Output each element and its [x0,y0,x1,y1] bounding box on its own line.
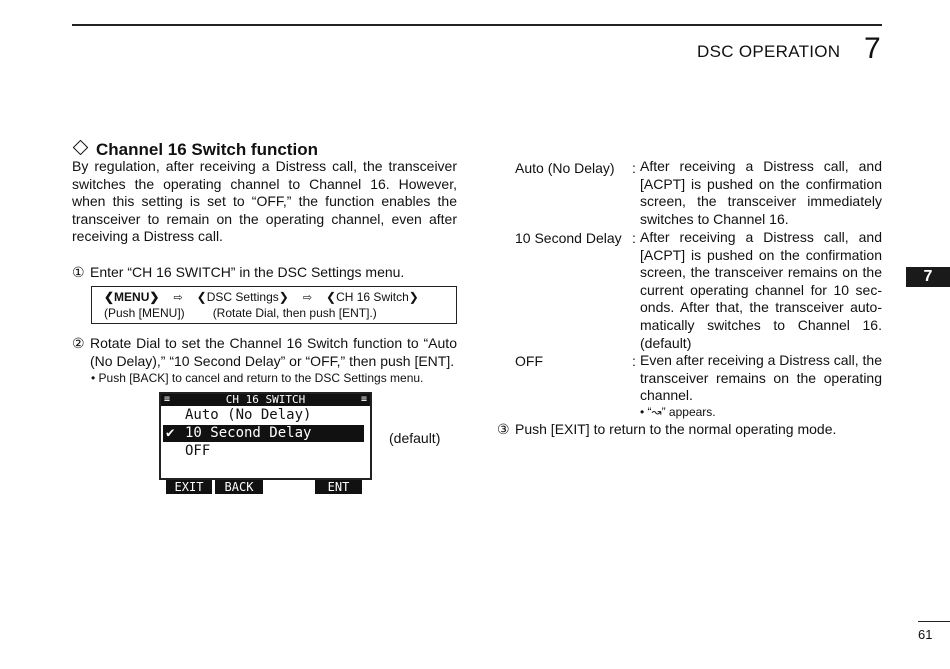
menu-key: ❮MENU❯ [104,290,160,304]
option-label-10-second-delay: 10 Second Delay [515,230,622,246]
option-desc-off: Even after receiving a Distress call, the transceiver remains on the operating channel. [640,352,882,404]
chapter-number: 7 [864,32,881,65]
step-3 [497,421,836,439]
dsc-settings-item: ❮DSC Settings❯ [196,290,289,304]
key-sequence-row [104,290,419,304]
lcd-option-auto[interactable]: Auto (No Delay) [185,407,312,423]
rotate-hint: (Rotate Dial, then push [ENT].) [212,306,377,320]
push-menu-hint: (Push [MENU]) [104,306,185,320]
ch16-switch-item: ❮CH 16 Switch❯ [326,290,419,304]
step-2-bullet: • Push [BACK] to cancel and return to the DSC Settings menu. [91,371,424,385]
menu-lines-icon: ≡ [360,394,367,405]
step-1 [72,264,404,282]
key-sequence-box [91,286,457,324]
step-2 [72,335,457,370]
key-sequence-hint-row [104,306,377,320]
exit-softkey[interactable]: EXIT [166,480,212,494]
section-title [72,140,318,160]
option-label-off: OFF [515,353,543,369]
step-2-number: ② [72,335,85,351]
ent-softkey[interactable]: ENT [315,480,362,494]
option-label-auto: Auto (No Delay) [515,160,615,176]
diamond-icon [73,140,89,156]
back-softkey[interactable]: BACK [215,480,263,494]
option-colon: : [632,353,636,369]
checkmark-icon: ✔ [166,425,175,441]
header-rule [72,24,882,26]
arrow-right-icon: ⇨ [302,292,313,304]
arrow-right-icon: ⇨ [173,292,183,304]
lcd-title: CH 16 SWITCH [225,393,306,406]
step-2-line2: (No Delay),” “10 Second Delay” or “OFF,” then push [ENT]. [90,352,455,369]
option-note-off: • “↝” appears. [640,405,716,419]
chapter-side-tab: 7 [906,267,950,287]
step-1-number: ① [72,264,85,280]
option-desc-10-second-delay: After receiving a Distress call, and [ACPT] is pushed on the confirmation screen, the transceiver remains on the current operating channel for 10 seconds. After that, the transceiver automatically switches to Channel 16. (default) [640,229,882,351]
step-3-number: ③ [497,421,510,437]
section-title-text: Channel 16 Switch function [96,140,318,159]
intro-paragraph: By regulation, after receiving a Distress call, the transceiver switches the operating channel to Channel 16. However, when this setting is set to “OFF,” the function enables the transceiver to remain on the operating channel, even after receiving a Distress call. [72,158,457,245]
option-colon: : [632,230,636,246]
page-number: 61 [918,627,933,642]
default-label: (default) [389,430,441,446]
menu-lines-icon: ≡ [164,394,171,405]
step-3-text: Push [EXIT] to return to the normal operating mode. [515,421,837,437]
footer-rule [918,621,950,622]
lcd-title-bar [161,394,370,406]
lcd-option-10-second-delay[interactable] [163,425,364,442]
lcd-screen [159,392,372,480]
lcd-option-off[interactable]: OFF [185,443,211,459]
step-1-text: Enter “CH 16 SWITCH” in the DSC Settings menu. [90,264,405,280]
option-desc-auto: After receiving a Distress call, and [ACPT] is pushed on the confirmation screen, the transceiver immediately switches to Channel 16. [640,158,882,227]
lcd-option-label: 10 Second Delay [185,425,312,441]
step-2-line1: Rotate Dial to set the Channel 16 Switch function to “Auto [90,335,457,351]
option-colon: : [632,160,636,176]
header-title: DSC OPERATION [697,42,841,61]
